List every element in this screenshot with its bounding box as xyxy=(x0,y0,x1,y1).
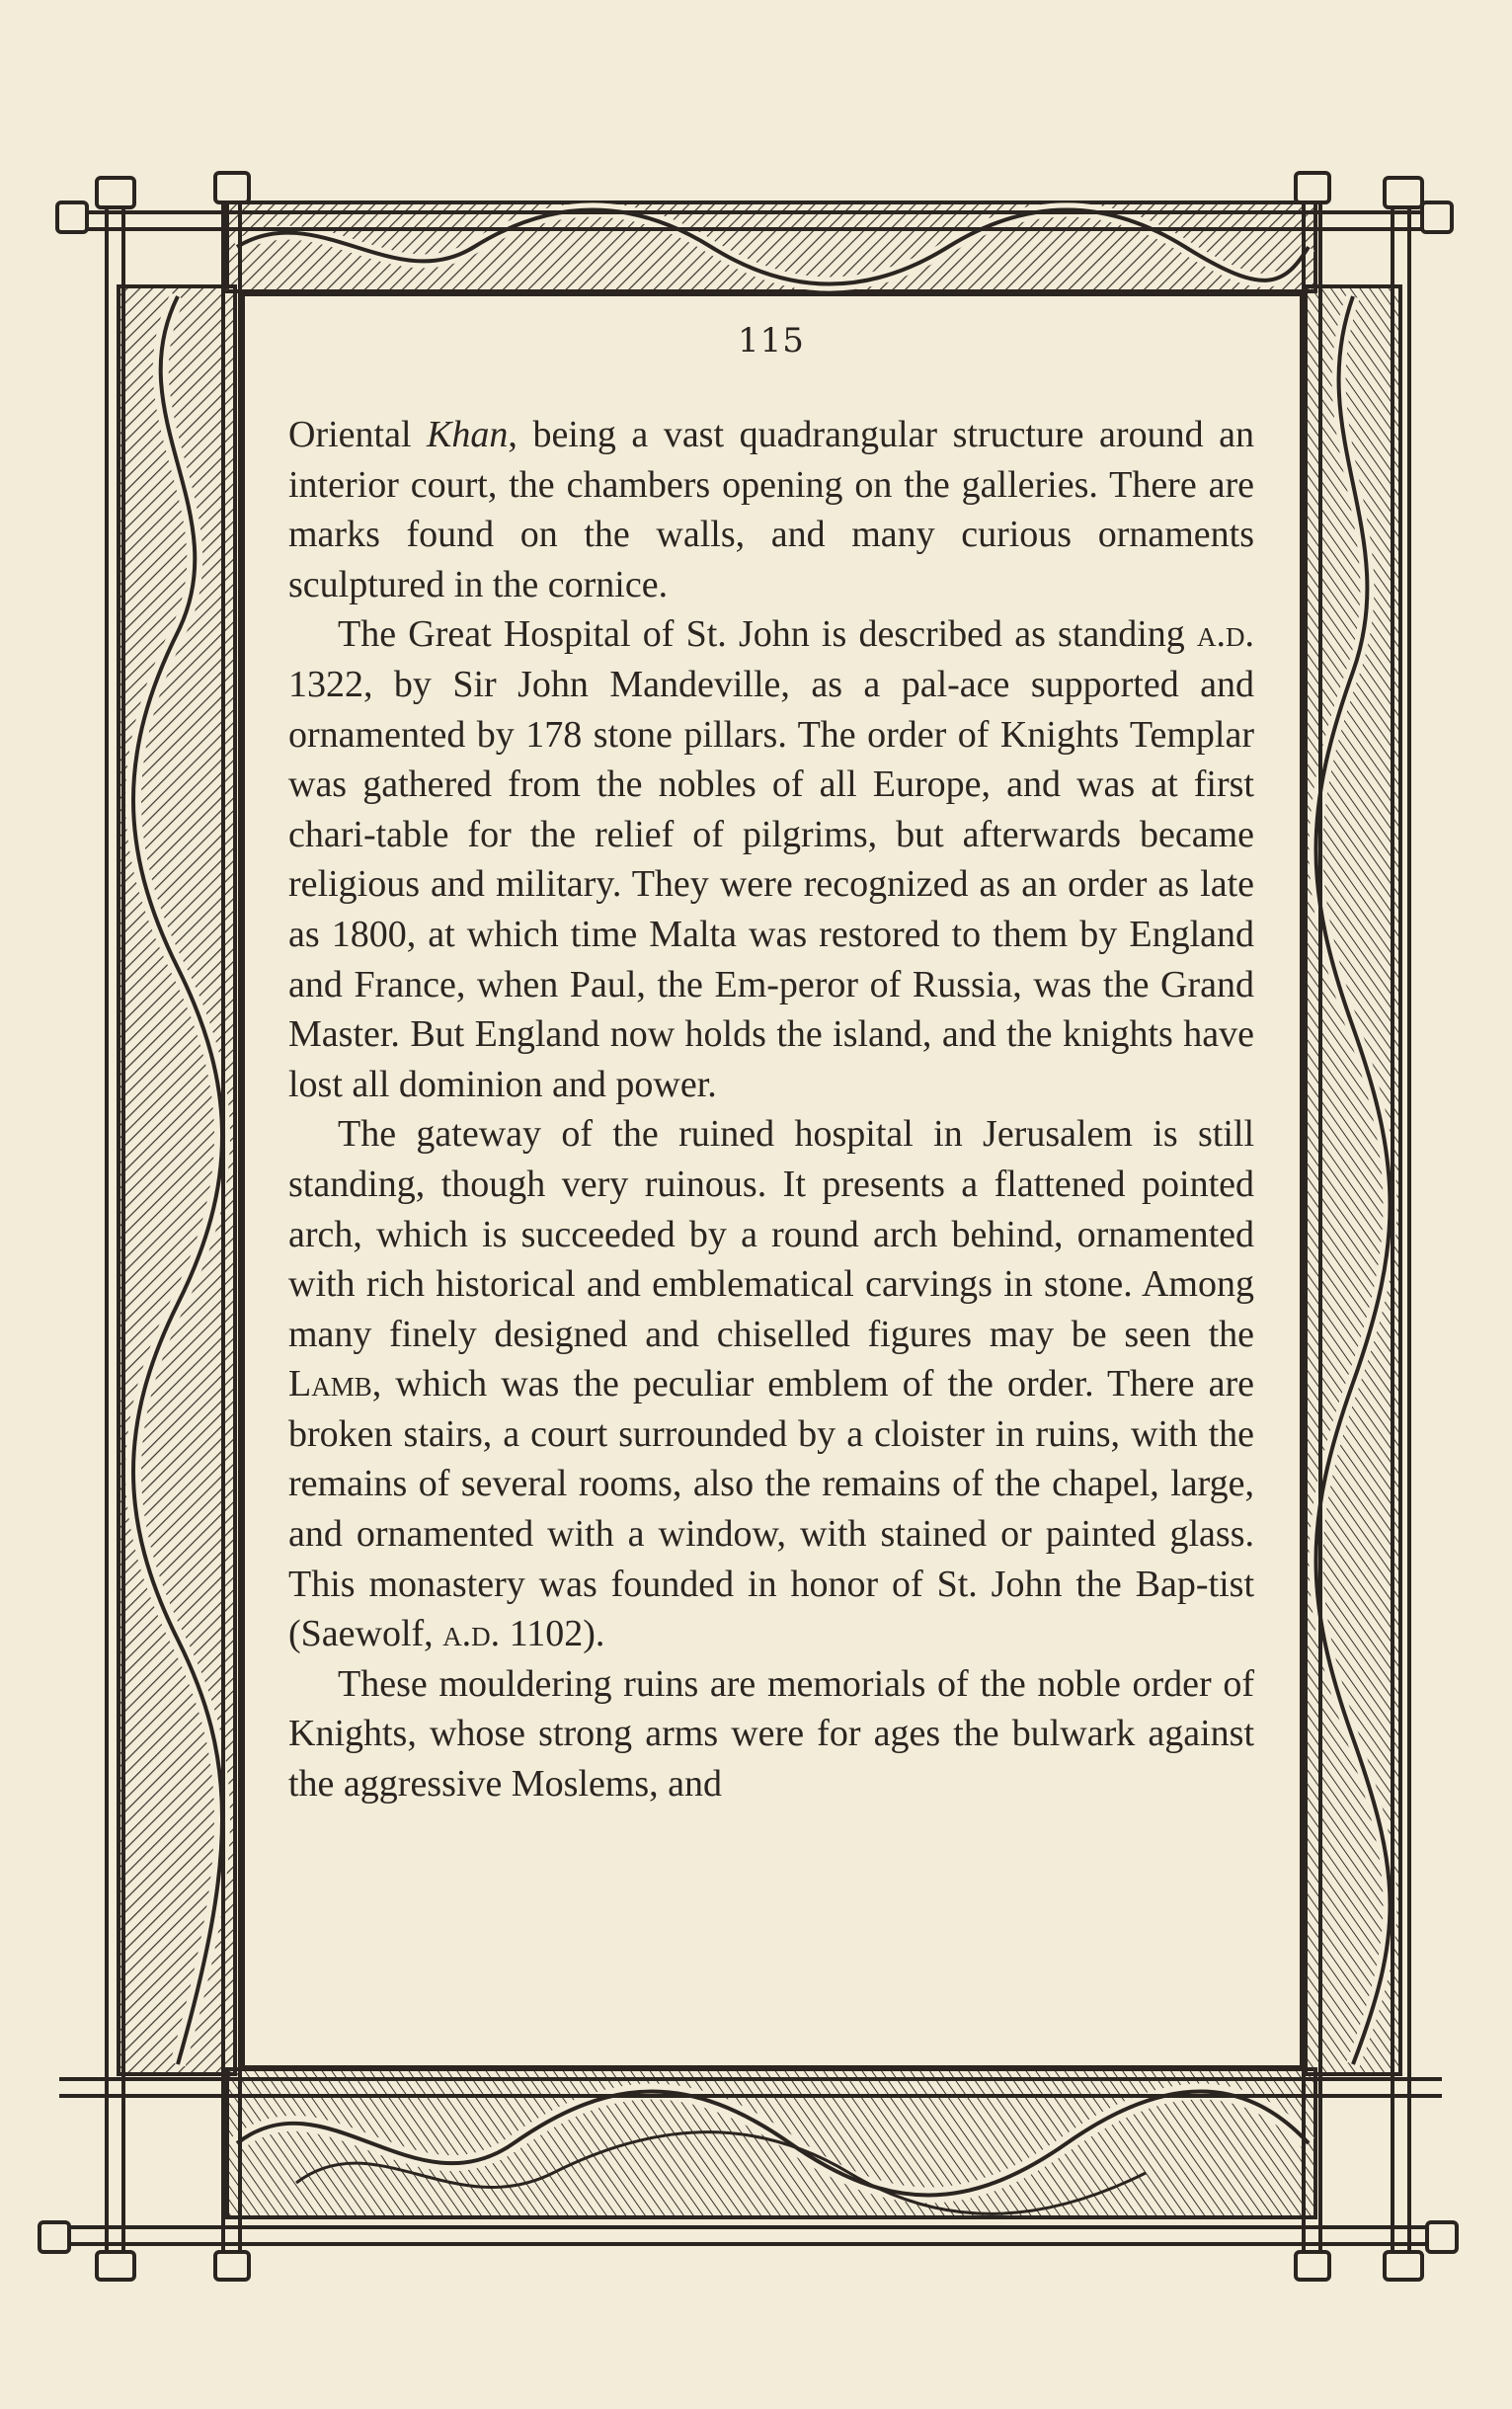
text-run: The Great Hospital of St. John is described as standing xyxy=(338,613,1197,656)
small-caps-text: a.d. xyxy=(442,1613,501,1655)
body-text xyxy=(288,410,1254,1809)
text-run: 1102). xyxy=(500,1613,605,1655)
paragraph xyxy=(288,410,1254,609)
paragraph xyxy=(288,1109,1254,1659)
paragraph xyxy=(288,609,1254,1109)
border-left-band xyxy=(119,286,235,2074)
text-run: , which was the peculiar emblem of the order. There are broken stairs, a court surrounded by a cloister in ruins, with the remains of several rooms, also the remains of the chapel, large, and ornamented with a window, with stained or painted glass. This monastery was founded in honor of St. John the Bap-tist (Saewolf, xyxy=(288,1363,1254,1655)
border-bottom-band xyxy=(227,2069,1315,2217)
page-number: 115 xyxy=(738,321,805,361)
text-run: Oriental xyxy=(288,414,428,455)
border-top-band xyxy=(227,202,1315,291)
text-panel xyxy=(249,301,1276,2059)
small-caps-text: a.d. xyxy=(1197,613,1254,656)
paragraph xyxy=(288,1659,1254,1809)
text-run: 1322, by Sir John Mandeville, as a pal-ace supported and ornamented by 178 stone pillars. The order of Knights Templar was gathered from the nobles of all Europe, and was at first chari-table for the relief of pilgrims, but afterwards became religious and military. They were recognized as an order as late as 1800, at which time Malta was restored to them by England and France, when Paul, the Em-peror of Russia, was the Grand Master. But England now holds the island, and the knights have lost all dominion and power. xyxy=(288,663,1254,1105)
italic-text: Khan xyxy=(427,414,509,455)
text-run: The gateway of the ruined hospital in Jerusalem is still standing, though very ruinous. It presents a flattened pointed arch, which is succeeded by a round arch behind, ornamented with rich historical and emblematical carvings in stone. Among many finely designed and chiselled figures may be seen the xyxy=(288,1113,1254,1355)
text-run: These mouldering ruins are memorials of the noble order of Knights, whose strong arms were for ages the bulwark against the aggressive Moslems, and xyxy=(288,1662,1254,1806)
text-run: , being a vast quadrangular structure around an interior court, the chambers opening on the galleries. There are marks found on the walls, and many curious ornaments sculptured in the cornice. xyxy=(288,414,1254,605)
small-caps-text: Lamb xyxy=(288,1363,372,1405)
